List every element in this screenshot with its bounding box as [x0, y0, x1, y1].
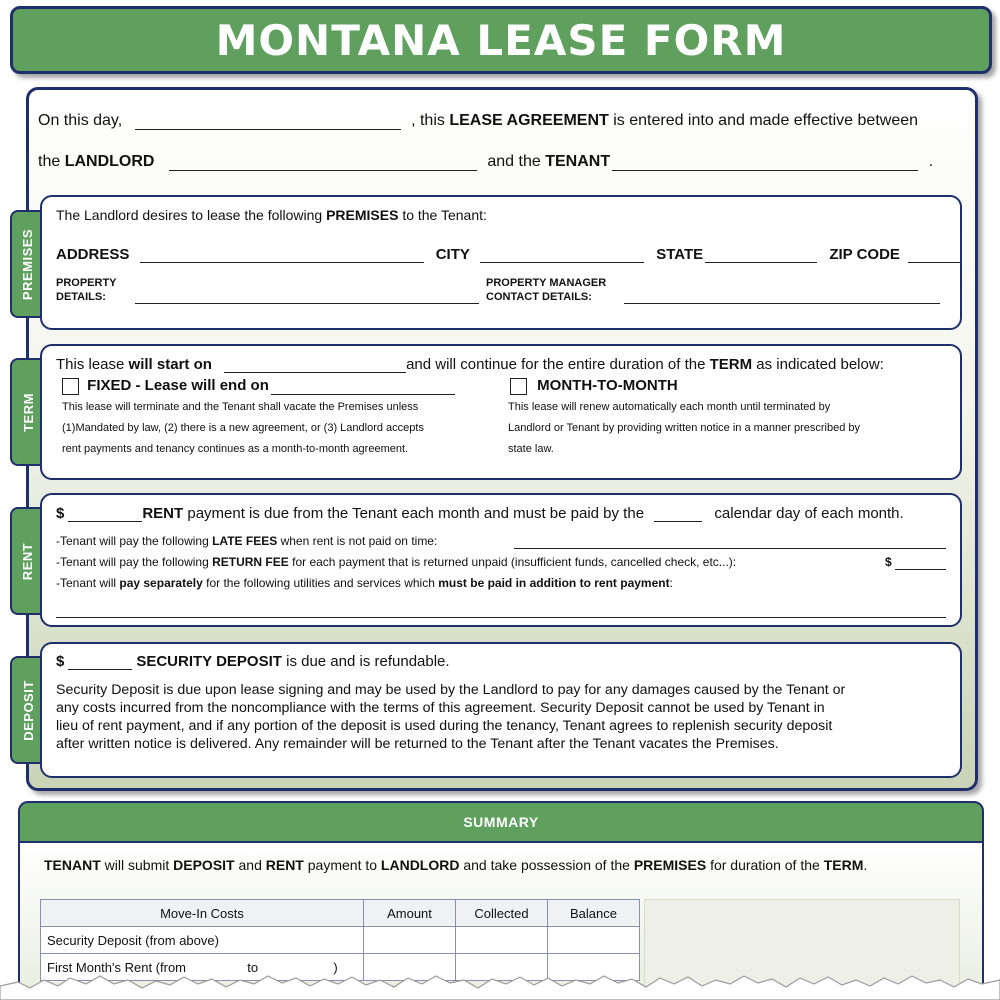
deposit-text: is due and is refundable.	[286, 653, 450, 670]
rent-text: -Tenant will	[56, 576, 117, 590]
address-label: ADDRESS	[56, 246, 130, 263]
deposit-line: Security Deposit is due upon lease signing and may be used by the Landlord to pay for any damages caused by the Tenant or	[56, 682, 846, 698]
must-be-paid-word: must be paid in addition to rent payment	[438, 576, 670, 590]
fixed-checkbox[interactable]	[62, 378, 79, 395]
intro-text: is entered into and made effective between	[613, 112, 919, 129]
summary-header-label: SUMMARY	[463, 814, 539, 830]
amount-cell[interactable]	[364, 927, 456, 954]
return-fee-field[interactable]	[895, 554, 946, 570]
intro-text: , this	[411, 112, 445, 129]
city-label: CITY	[435, 246, 470, 263]
term-text: and will continue for the entire duration of the	[406, 356, 706, 373]
rent-text: for each payment that is returned unpaid (insufficient funds, cancelled check, etc...):	[292, 555, 737, 569]
tenant-label: TENANT	[545, 153, 611, 170]
state-field[interactable]	[705, 247, 817, 263]
column-header: Amount	[364, 900, 456, 927]
fixed-description	[62, 397, 424, 460]
table-row	[41, 927, 640, 954]
landlord-label: LANDLORD	[64, 153, 155, 170]
start-date-field[interactable]	[224, 357, 406, 373]
intro-text: .	[928, 153, 934, 170]
month-to-month-checkbox[interactable]	[510, 378, 527, 395]
summary-statement	[44, 857, 867, 873]
summary-text: and take possession of the	[463, 857, 630, 873]
month-to-month-description	[508, 397, 860, 460]
premises-tab	[10, 210, 44, 318]
utilities-field[interactable]	[56, 602, 946, 618]
utilities-row	[56, 576, 673, 590]
summary-bold: RENT	[265, 857, 304, 873]
summary-bold: PREMISES	[633, 857, 707, 873]
rent-text: for the following utilities and services which	[206, 576, 435, 590]
state-label: STATE	[656, 246, 704, 263]
intro-line-2	[38, 153, 933, 171]
intro-text: the	[38, 153, 61, 170]
zip-label: ZIP CODE	[829, 246, 900, 263]
deposit-line: lieu of rent payment, and if any portion of the deposit is used during the tenancy, Tenant agrees to replenish security deposit	[56, 718, 833, 734]
title-banner	[10, 6, 992, 74]
address-row	[56, 246, 960, 263]
manager-label-1: PROPERTY MANAGER	[486, 277, 607, 289]
term-start-row	[56, 356, 884, 373]
dollar-sign: $	[56, 653, 65, 670]
tenant-field[interactable]	[612, 155, 918, 171]
summary-bold: TERM	[823, 857, 864, 873]
summary-bold: DEPOSIT	[173, 857, 235, 873]
intro-text: and the	[487, 153, 541, 170]
property-details-field[interactable]	[135, 288, 479, 304]
landlord-field[interactable]	[169, 155, 477, 171]
term-tab-label: TERM	[20, 392, 36, 432]
will-start-label: will start on	[128, 356, 212, 373]
premises-text: to the Tenant:	[402, 207, 487, 223]
term-text: This lease	[56, 356, 125, 373]
column-header: Balance	[548, 900, 640, 927]
term-text: as indicated below:	[756, 356, 884, 373]
term-tab	[10, 358, 44, 466]
table-header-row	[41, 900, 640, 927]
pay-separately-word: pay separately	[119, 576, 203, 590]
summary-header	[18, 801, 984, 843]
date-field[interactable]	[135, 114, 401, 130]
intro-line-1	[38, 112, 918, 130]
return-dollar-sign: $	[885, 555, 892, 569]
term-word: TERM	[709, 356, 753, 373]
late-fees-word: LATE FEES	[212, 534, 278, 548]
summary-bold: TENANT	[44, 857, 101, 873]
column-header: Collected	[456, 900, 548, 927]
premises-word: PREMISES	[326, 207, 399, 223]
property-details-label-2: DETAILS:	[56, 291, 106, 303]
rent-tab	[10, 507, 44, 615]
lease-agreement-label: LEASE AGREEMENT	[449, 112, 609, 129]
rent-tab-label: RENT	[20, 542, 36, 580]
deposit-due-row	[56, 653, 450, 670]
summary-text: for duration of the	[710, 857, 820, 873]
premises-text: The Landlord desires to lease the following	[56, 207, 323, 223]
rent-amount-field[interactable]	[68, 506, 142, 522]
rent-text: calendar day of each month.	[714, 505, 904, 522]
rent-text: :	[669, 576, 673, 590]
deposit-tab-label: DEPOSIT	[20, 679, 36, 741]
manager-contact-label	[486, 276, 606, 304]
late-fee-row	[56, 534, 437, 548]
summary-text: .	[863, 857, 868, 873]
summary-text: will submit	[104, 857, 170, 873]
city-field[interactable]	[480, 247, 644, 263]
rent-due-row	[56, 505, 904, 522]
fixed-option	[62, 377, 455, 395]
balance-cell[interactable]	[548, 927, 640, 954]
deposit-line: after written notice is delivered. Any remainder will be returned to the Tenant after the Tenant vacates the Premises.	[56, 736, 779, 752]
fixed-desc-line: rent payments and tenancy continues as a month-to-month agreement.	[62, 443, 409, 455]
property-details-label	[56, 276, 117, 304]
return-fee-word: RETURN FEE	[212, 555, 289, 569]
page-title: MONTANA LEASE FORM	[215, 15, 787, 65]
premises-intro	[56, 207, 487, 223]
due-day-field[interactable]	[654, 506, 702, 522]
mtm-desc-line: state law.	[508, 443, 554, 455]
security-deposit-word: SECURITY DEPOSIT	[136, 653, 282, 670]
dollar-sign: $	[56, 505, 65, 522]
cost-label: Security Deposit (from above)	[41, 927, 364, 954]
property-details-label-1: PROPERTY	[56, 277, 117, 289]
fixed-desc-line: (1)Mandated by law, (2) there is a new agreement, or (3) Landlord accepts	[62, 422, 424, 434]
late-fee-field[interactable]	[514, 533, 946, 549]
manager-label-2: CONTACT DETAILS:	[486, 291, 592, 303]
torn-edge	[0, 959, 1000, 1000]
cost-label-text: to	[247, 959, 259, 975]
summary-text: and	[238, 857, 262, 873]
summary-text: payment to	[307, 857, 378, 873]
rent-word: RENT	[142, 505, 184, 522]
deposit-line: any costs incurred from the noncompliance with the terms of this agreement. Security Deposit cannot be used by Tenant in	[56, 700, 825, 716]
rent-text: -Tenant will pay the following	[56, 555, 209, 569]
deposit-paragraph	[56, 681, 845, 753]
fixed-desc-line: This lease will terminate and the Tenant shall vacate the Premises unless	[62, 401, 419, 413]
rent-text: when rent is not paid on time:	[280, 534, 438, 548]
zip-field[interactable]	[908, 247, 960, 263]
rent-text: payment is due from the Tenant each month and must be paid by the	[187, 505, 645, 522]
intro-text: On this day,	[38, 112, 123, 129]
manager-contact-field[interactable]	[624, 288, 940, 304]
cost-label-text: First Month's Rent (from	[47, 959, 187, 975]
mtm-desc-line: Landlord or Tenant by providing written notice in a manner prescribed by	[508, 422, 860, 434]
mtm-desc-line: This lease will renew automatically each month until terminated by	[508, 401, 831, 413]
deposit-tab	[10, 656, 44, 764]
month-to-month-label: MONTH-TO-MONTH	[537, 377, 678, 394]
summary-bold: LANDLORD	[380, 857, 460, 873]
premises-tab-label: PREMISES	[20, 228, 36, 300]
fixed-label: FIXED - Lease will end on	[87, 377, 269, 394]
rent-text: -Tenant will pay the following	[56, 534, 209, 548]
end-date-field[interactable]	[271, 379, 455, 395]
return-fee-row	[56, 555, 736, 569]
month-to-month-option	[510, 377, 678, 395]
address-field[interactable]	[140, 247, 424, 263]
cost-label-text: )	[333, 959, 338, 975]
column-header: Move-In Costs	[41, 900, 364, 927]
collected-cell[interactable]	[456, 927, 548, 954]
deposit-amount-field[interactable]	[68, 654, 132, 670]
